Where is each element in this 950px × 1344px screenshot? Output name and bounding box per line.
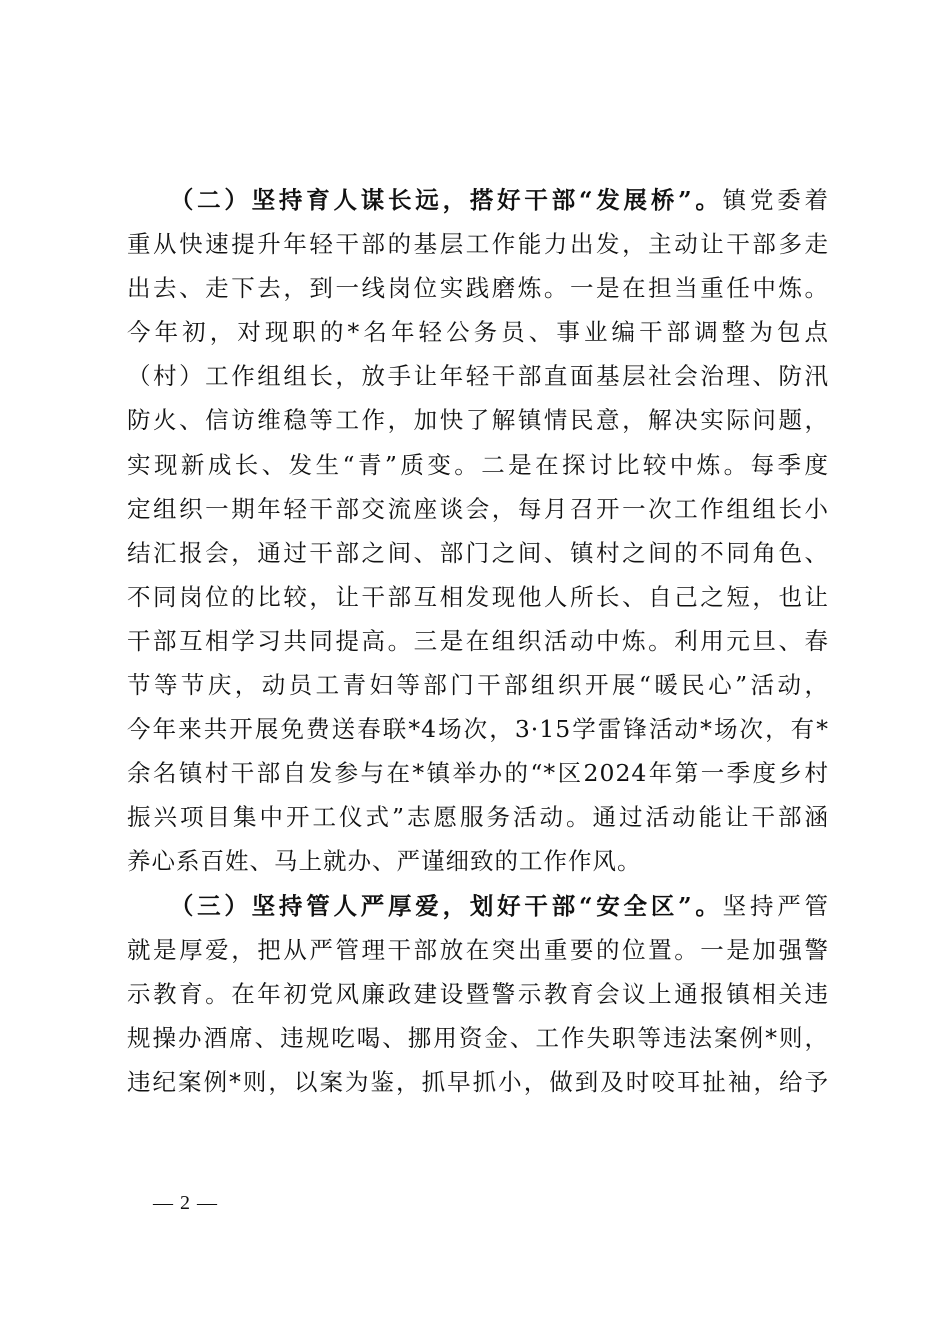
text-line: （村）工作组组长，放手让年轻干部直面基层社会治理、防汛: [127, 362, 829, 391]
text-line: 定组织一期年轻干部交流座谈会，每月召开一次工作组组长小: [127, 494, 829, 523]
text-line: 今年来共开展免费送春联*4场次，3·15学雷锋活动*场次，有*: [127, 715, 829, 744]
text-line: 节等节庆，动员工青妇等部门干部组织开展“暖民心”活动，: [127, 671, 829, 700]
text-line: 出去、走下去，到一线岗位实践磨炼。一是在担当重任中炼。: [127, 274, 829, 303]
text-line: 养心系百姓、马上就办、严谨细致的工作作风。: [127, 847, 642, 876]
text-line: 就是厚爱，把从严管理干部放在突出重要的位置。一是加强警: [127, 935, 829, 964]
text-line: 结汇报会，通过干部之间、部门之间、镇村之间的不同角色、: [127, 538, 829, 567]
text-line: 规操办酒席、违规吃喝、挪用资金、工作失职等违法案例*则，: [127, 1023, 829, 1052]
section-heading: （三）坚持管人严厚爱，划好干部“安全区”。: [181, 891, 723, 920]
page-body: [127, 178, 829, 1104]
text-line: 振兴项目集中开工仪式”志愿服务活动。通过活动能让干部涵: [127, 803, 829, 832]
text-line: （三）坚持管人严厚爱，划好干部“安全区”。坚持严管: [181, 891, 829, 920]
text-line: 实现新成长、发生“青”质变。二是在探讨比较中炼。每季度: [127, 450, 829, 479]
paragraph-3: [127, 884, 829, 1104]
section-heading: （二）坚持育人谋长远，搭好干部“发展桥”。: [181, 186, 723, 214]
text-line: 不同岗位的比较，让干部互相发现他人所长、自己之短，也让: [127, 582, 829, 611]
text-line: 重从快速提升年轻干部的基层工作能力出发，主动让干部多走: [127, 230, 829, 259]
page-number: — 2 —: [153, 1192, 218, 1214]
text-line: 示教育。在年初党风廉政建设暨警示教育会议上通报镇相关违: [127, 979, 829, 1008]
text-line: （二）坚持育人谋长远，搭好干部“发展桥”。镇党委着: [181, 186, 829, 214]
text-line: 今年初，对现职的*名年轻公务员、事业编干部调整为包点: [127, 318, 829, 347]
text-line: 防火、信访维稳等工作，加快了解镇情民意，解决实际问题，: [127, 406, 829, 435]
text-line: 干部互相学习共同提高。三是在组织活动中炼。利用元旦、春: [127, 626, 829, 655]
text-line: 余名镇村干部自发参与在*镇举办的“*区2024年第一季度乡村: [127, 759, 829, 788]
text-line: 违纪案例*则，以案为鉴，抓早抓小，做到及时咬耳扯袖，给予: [127, 1067, 829, 1096]
paragraph-2: [127, 178, 829, 884]
